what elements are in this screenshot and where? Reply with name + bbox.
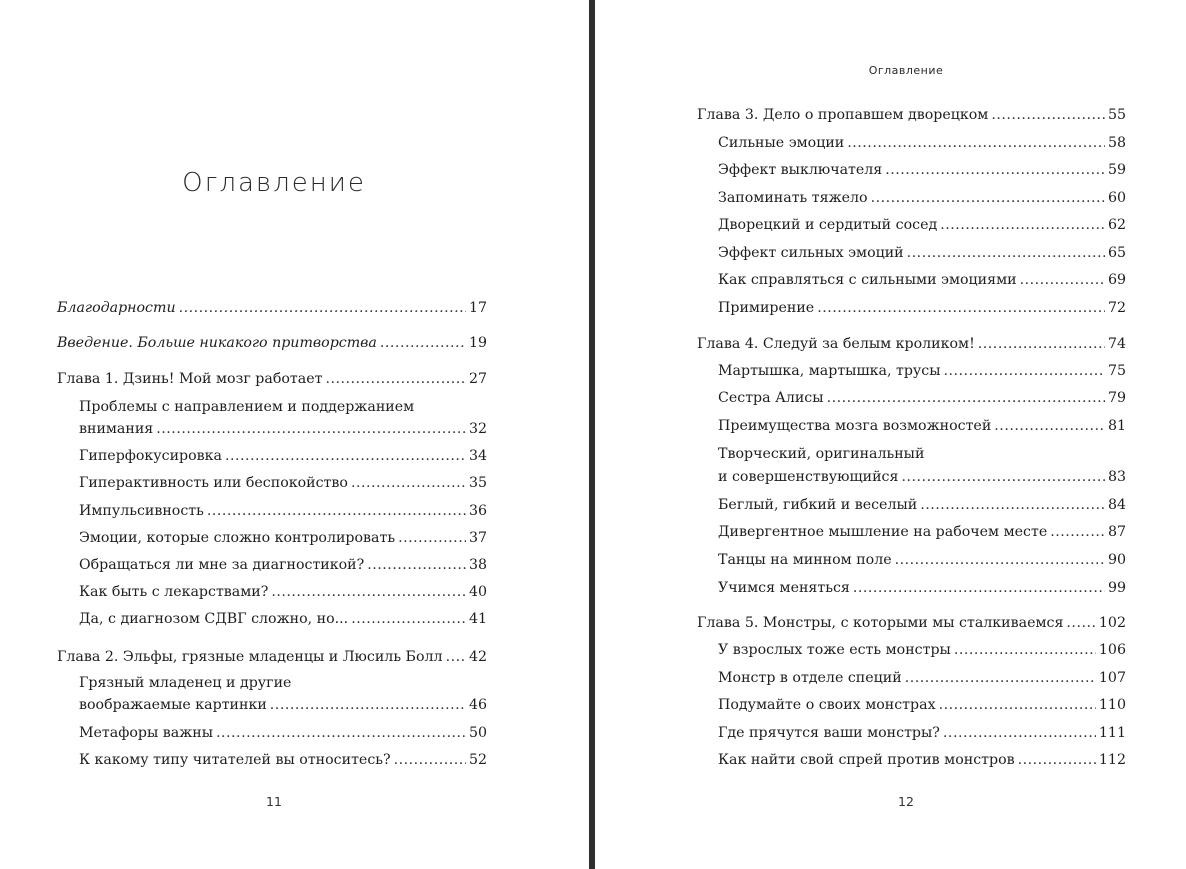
dot-leader: [944, 360, 1105, 382]
dot-leader: [920, 494, 1105, 516]
dot-leader: [394, 749, 466, 771]
toc-section: Примирение ..... 72: [718, 297, 1126, 319]
toc-section: У взрослых тоже есть монстры ..... 106: [718, 639, 1126, 661]
toc-chapter-1: Глава 1. Дзинь! Мой мозг работает ..... 27: [57, 368, 487, 390]
dot-leader: [853, 577, 1105, 599]
toc-section: Гиперактивность или беспокойство ..... 35: [79, 472, 487, 494]
dot-leader: [1020, 269, 1105, 291]
toc-section: Где прячутся ваши монстры? ..... 111: [718, 722, 1126, 744]
dot-leader: [907, 242, 1105, 264]
toc-section: Монстр в отделе специй ..... 107: [718, 667, 1126, 689]
dot-leader: [991, 104, 1105, 126]
dot-leader: [351, 608, 466, 630]
toc-section: Сильные эмоции ..... 58: [718, 132, 1126, 154]
toc-title: Оглавление: [182, 168, 366, 198]
dot-leader: [978, 333, 1105, 355]
dot-leader: [943, 722, 1096, 744]
toc-section: Метафоры важны ..... 50: [79, 722, 487, 744]
toc-section-line: Творческий, оригинальный: [718, 446, 925, 462]
toc-section: Как быть с лекарствами? ..... 40: [79, 581, 487, 603]
dot-leader: [380, 332, 466, 354]
toc-section: Сестра Алисы ..... 79: [718, 387, 1126, 409]
dot-leader: [905, 667, 1096, 689]
toc-section: Мартышка, мартышка, трусы ..... 75: [718, 360, 1126, 382]
toc-section: К какому типу читателей вы относитесь? ..... 52: [79, 749, 487, 771]
dot-leader: [1066, 612, 1095, 634]
dot-leader: [1018, 749, 1096, 771]
dot-leader: [156, 418, 466, 440]
toc-chapter-4: Глава 4. Следуй за белым кроликом! ..... 74: [697, 333, 1126, 355]
toc-section: Эффект сильных эмоций ..... 65: [718, 242, 1126, 264]
dot-leader: [270, 694, 466, 716]
toc-section-line: Проблемы с направлением и поддержанием: [79, 399, 415, 415]
page-number: 12: [898, 794, 914, 809]
toc-entry-introduction: Введение. Больше никакого притворства ..... 19: [57, 332, 487, 354]
toc-section: и совершенствующийся ..... 83: [718, 466, 1126, 488]
toc-section: Эмоции, которые сложно контролировать ..... 37: [79, 527, 487, 549]
toc-section-line: Грязный младенец и другие: [79, 675, 292, 691]
dot-leader: [325, 368, 465, 390]
dot-leader: [940, 214, 1105, 236]
dot-leader: [367, 554, 466, 576]
toc-section: Дивергентное мышление на рабочем месте ..... 87: [718, 521, 1126, 543]
toc-section: Гиперфокусировка ..... 34: [79, 445, 487, 467]
toc-section: Запоминать тяжело ..... 60: [718, 187, 1126, 209]
dot-leader: [351, 472, 466, 494]
dot-leader: [994, 415, 1105, 437]
toc-section: внимания ..... 32: [79, 418, 487, 440]
toc-section: Эффект выключателя ..... 59: [718, 159, 1126, 181]
dot-leader: [895, 549, 1105, 571]
dot-leader: [954, 639, 1096, 661]
dot-leader: [847, 132, 1105, 154]
toc-chapter-5: Глава 5. Монстры, с которыми мы сталкиваемся ..... 102: [697, 612, 1126, 634]
right-page: [595, 0, 1186, 869]
toc-section: Подумайте о своих монстрах ..... 110: [718, 694, 1126, 716]
toc-section: Дворецкий и сердитый сосед ..... 62: [718, 214, 1126, 236]
toc-chapter-2: Глава 2. Эльфы, грязные младенцы и Люсиль Болл ..... 42: [57, 646, 487, 668]
toc-chapter-3: Глава 3. Дело о пропавшем дворецком ..... 55: [697, 104, 1126, 126]
dot-leader: [1050, 521, 1105, 543]
toc-section: Преимущества мозга возможностей ..... 81: [718, 415, 1126, 437]
dot-leader: [179, 297, 466, 319]
dot-leader: [871, 187, 1105, 209]
toc-section: воображаемые картинки ..... 46: [79, 694, 487, 716]
running-head: Оглавление: [868, 64, 944, 77]
dot-leader: [225, 445, 466, 467]
toc-entry-acknowledgements: Благодарности ..... 17: [57, 297, 487, 319]
dot-leader: [207, 500, 466, 522]
toc-section: Как найти свой спрей против монстров ..... 112: [718, 749, 1126, 771]
left-page: [0, 0, 589, 869]
dot-leader: [827, 387, 1105, 409]
toc-section: Как справляться с сильными эмоциями ..... 69: [718, 269, 1126, 291]
toc-section: Танцы на минном поле ..... 90: [718, 549, 1126, 571]
toc-section: Импульсивность ..... 36: [79, 500, 487, 522]
dot-leader: [817, 297, 1105, 319]
dot-leader: [901, 466, 1104, 488]
dot-leader: [216, 722, 466, 744]
dot-leader: [271, 581, 466, 603]
toc-section: Да, с диагнозом СДВГ сложно, но... ..... 41: [79, 608, 487, 630]
dot-leader: [939, 694, 1096, 716]
toc-section: Учимся меняться ..... 99: [718, 577, 1126, 599]
page-number: 11: [266, 794, 282, 809]
dot-leader: [398, 527, 466, 549]
toc-section: Беглый, гибкий и веселый ..... 84: [718, 494, 1126, 516]
toc-section: Обращаться ли мне за диагностикой? ..... 38: [79, 554, 487, 576]
dot-leader: [885, 159, 1105, 181]
dot-leader: [446, 646, 466, 668]
